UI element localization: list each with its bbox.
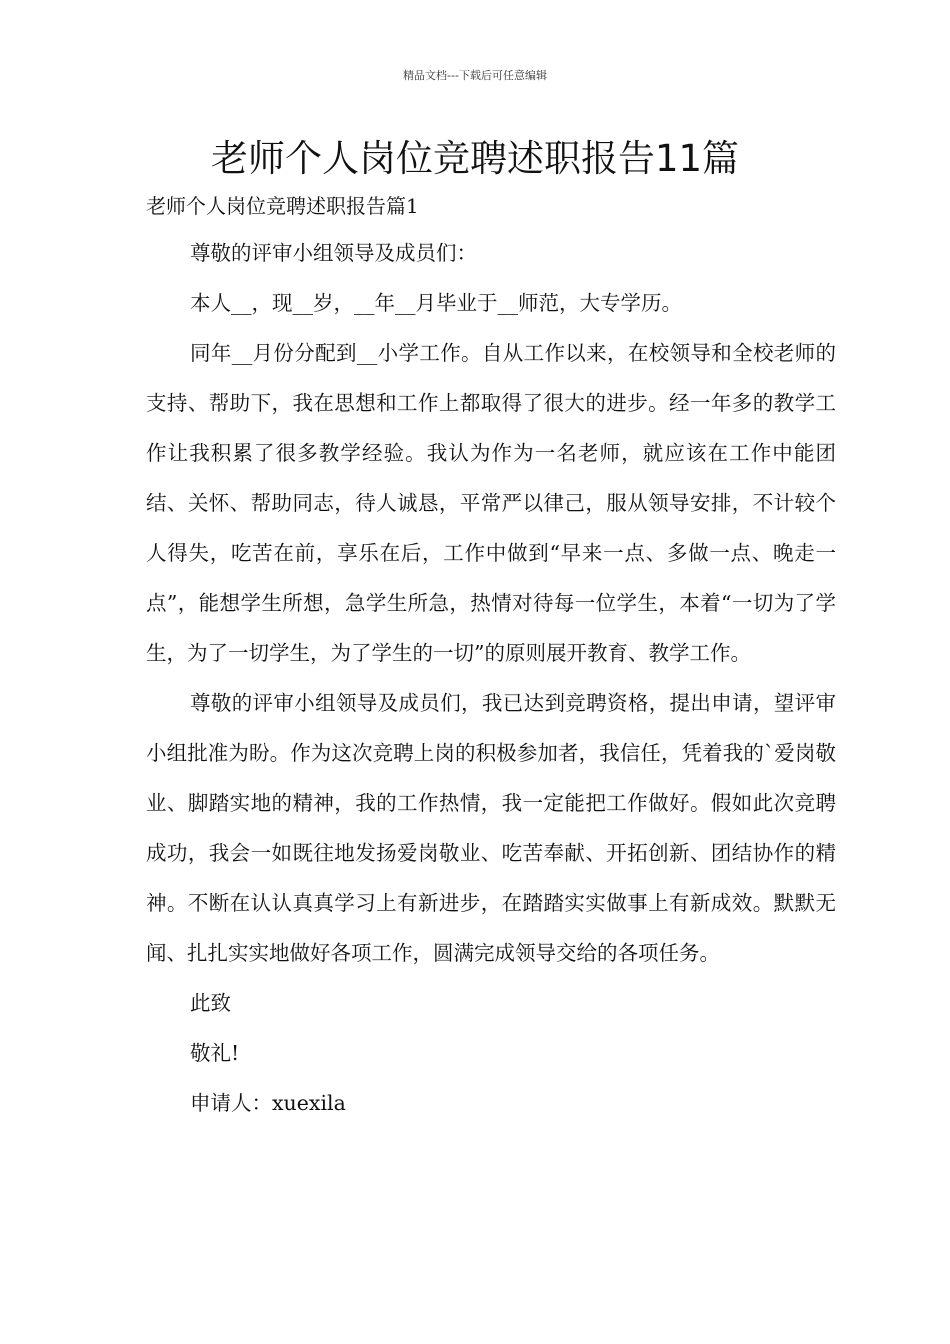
document-title: 老师个人岗位竞聘述职报告11篇 <box>210 137 740 180</box>
section-subtitle: 老师个人岗位竞聘述职报告篇1 <box>146 194 419 218</box>
header-note: 精品文档---下载后可任意编辑 <box>403 69 547 82</box>
salutation: 尊敬的评审小组领导及成员们： <box>190 241 477 265</box>
paragraph-intro: 本人__，现__岁，__年__月毕业于__师范，大专学历。 <box>190 291 682 315</box>
closing-jingli: 敬礼! <box>190 1041 240 1065</box>
paragraph-application: 尊敬的评审小组领导及成员们，我已达到竞聘资格，提出申请，望评审小组批准为盼。作为这次竞聘上岗的积极参加者，我信任，凭着我的`爱岗敬业、脚踏实地的精神，我的工作热情，我一定能把工作做好。假如此次竞聘成功，我会一如既往地发扬爱岗敬业、吃苦奉献、开拓创新、团结协作的精神。不断在认认真真学习上有新进步，在踏踏实实做事上有新成效。默默无闻、扎扎实实地做好各项工作，圆满完成领导交给的各项任务。 <box>146 691 836 965</box>
closing-cizhi: 此致 <box>190 991 231 1015</box>
document-body <box>146 228 836 1128</box>
applicant-signature: 申请人：xuexila <box>190 1091 346 1115</box>
paragraph-work: 同年__月份分配到__小学工作。自从工作以来，在校领导和全校老师的支持、帮助下，我在思想和工作上都取得了很大的进步。经一年多的教学工作让我积累了很多教学经验。我认为作为一名老师，就应该在工作中能团结、关怀、帮助同志，待人诚恳，平常严以律己，服从领导安排，不计较个人得失，吃苦在前，享乐在后，工作中做到“早来一点、多做一点、晚走一点”，能想学生所想，急学生所急，热情对待每一位学生，本着“一切为了学生，为了一切学生，为了学生的一切”的原则展开教育、教学工作。 <box>146 341 836 665</box>
